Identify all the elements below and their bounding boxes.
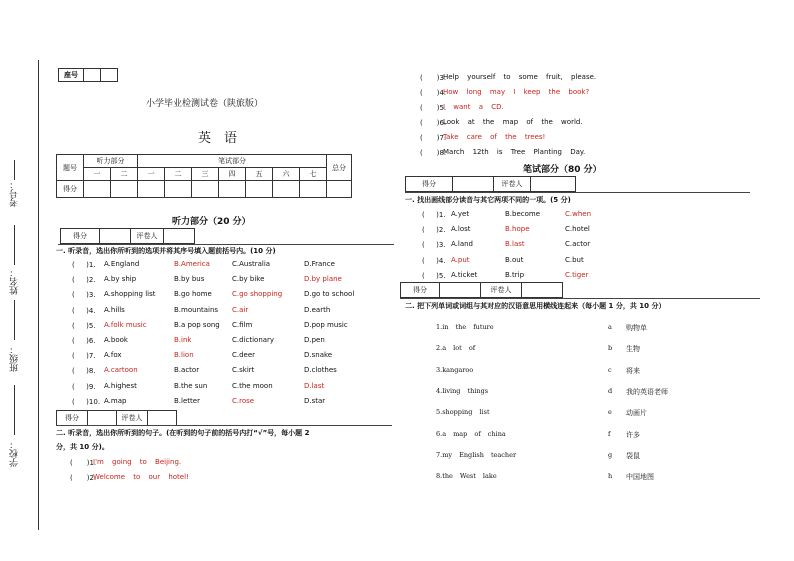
option-d: D.pop music <box>304 320 348 329</box>
name-field-label: 姓名： <box>10 268 20 295</box>
exam-no-blank <box>14 160 15 180</box>
option-c: C.Australia <box>232 260 271 268</box>
score-cell <box>273 181 300 198</box>
sec2-title-line1: 二. 听录音，选出你所听到的句子。(在听到的句子前的括号内打“√”号，每小题 2 <box>56 429 310 437</box>
english-term: 3.kangaroo <box>436 365 474 374</box>
score-col: 三 <box>192 168 219 181</box>
sentence: How long may I keep the book? <box>443 88 590 96</box>
chinese-meaning: 中国地图 <box>626 473 654 482</box>
sentence: I'm going to Beijing. <box>93 458 182 466</box>
option-c: C.dictionary <box>232 336 275 344</box>
score-col: 二 <box>165 168 192 181</box>
score-table <box>56 154 352 198</box>
listening-title: 听力部分（20 分） <box>172 217 251 227</box>
item-number: ( )2. <box>72 276 96 285</box>
grader-cell <box>88 411 117 426</box>
grader-defen: 得分 <box>406 177 453 192</box>
grader-cell <box>440 283 481 298</box>
option-d: D.clothes <box>304 366 337 375</box>
score-cell <box>138 181 165 198</box>
grader-defen: 得分 <box>401 283 440 298</box>
score-col: 四 <box>219 168 246 181</box>
sentence: March 12th is Tree Planting Day. <box>443 148 586 156</box>
grader-cell <box>100 229 131 244</box>
item-number: ( )4. <box>422 256 446 265</box>
option-a: A.fox <box>104 351 122 360</box>
sentence: I want a CD. <box>443 103 504 111</box>
score-cell <box>192 181 219 198</box>
score-col: 一 <box>84 168 111 181</box>
grader-pingjuan: 评卷人 <box>131 229 164 244</box>
option-b: B.lion <box>174 351 194 360</box>
option-d: D.go to school <box>304 290 355 299</box>
item-number: ( )3. <box>72 291 96 300</box>
english-term: 1.in the future <box>436 323 494 331</box>
option-b: B.become <box>505 210 541 218</box>
option-c: C.when <box>565 210 592 218</box>
item-number: ( )9. <box>72 382 96 391</box>
rule <box>400 298 760 299</box>
score-cell <box>219 181 246 198</box>
grader-cell <box>531 177 576 192</box>
score-table-listening: 听力部分 <box>84 155 138 168</box>
english-term: 7.my English teacher <box>436 450 517 459</box>
chinese-meaning: 动画片 <box>626 409 647 418</box>
chinese-meaning: 许多 <box>626 430 640 439</box>
option-c: C.hotel <box>565 225 590 234</box>
sec1-title: 一. 听录音，选出你所听到的选项并将其序号填入题前括号内。(10 分) <box>56 247 276 255</box>
option-c: C.but <box>565 255 584 264</box>
chinese-meaning: 我的英语老师 <box>626 387 668 396</box>
subject-title: 英 语 <box>198 131 238 146</box>
school-blank <box>14 385 15 435</box>
exam-title: 小学毕业检测试卷（陕旅版） <box>146 99 264 109</box>
sentence: Look at the map of the world. <box>443 118 583 126</box>
sentence: Welcome to our hotel! <box>93 473 189 481</box>
item-number: ( )5. <box>422 271 446 280</box>
item-number: ( )8. <box>72 367 96 376</box>
seat-number-box <box>58 68 118 82</box>
option-a: A.hills <box>104 305 125 314</box>
option-b: B.actor <box>174 366 200 375</box>
sec3-title: 一. 找出画线部分读音与其它两项不同的一项。(5 分) <box>405 196 571 204</box>
score-col: 二 <box>111 168 138 181</box>
item-number: ( )2. <box>422 226 446 235</box>
option-b: B.hope <box>505 225 530 234</box>
school-field-label: 学校： <box>10 440 20 467</box>
option-a: A.lost <box>451 225 471 234</box>
sentence: Take care of the trees! <box>443 133 546 141</box>
chinese-meaning: 将来 <box>626 366 640 375</box>
option-a: A.England <box>104 260 140 268</box>
seat-cell <box>84 69 101 82</box>
english-term: 8.the West lake <box>436 472 497 481</box>
chinese-meaning: 购物单 <box>626 324 647 332</box>
grader-defen: 得分 <box>57 411 88 426</box>
rule <box>58 244 394 245</box>
score-cell <box>111 181 138 198</box>
option-b: B.letter <box>174 396 200 405</box>
grader-cell <box>148 411 177 426</box>
option-b: B.ink <box>174 336 192 344</box>
grader-defen: 得分 <box>61 229 100 244</box>
option-c: C.go shopping <box>232 290 283 299</box>
sec4-title: 二. 把下列单词或词组与其对应的汉语意思用横线连起来（每小题 1 分，共 10 分） <box>405 302 666 310</box>
item-number: ( )1. <box>422 211 446 219</box>
option-a: A.ticket <box>451 270 478 279</box>
option-b: B.go home <box>174 290 212 299</box>
option-c: C.deer <box>232 351 256 360</box>
item-number: ( )6. <box>420 119 447 127</box>
match-letter: b <box>608 344 613 353</box>
grader-pingjuan: 评卷人 <box>117 411 148 426</box>
grader-pingjuan: 评卷人 <box>494 177 531 192</box>
grader-box-1 <box>60 228 195 244</box>
option-d: D.star <box>304 396 326 405</box>
match-letter: a <box>608 323 612 331</box>
option-c: C.tiger <box>565 270 589 279</box>
match-letter: d <box>608 386 613 395</box>
option-c: C.actor <box>565 240 591 249</box>
item-number: ( )1. <box>70 459 97 467</box>
option-a: A.put <box>451 255 470 264</box>
match-letter: h <box>608 472 613 481</box>
score-col: 一 <box>138 168 165 181</box>
option-d: D.by plane <box>304 275 342 284</box>
option-b: B.out <box>505 255 524 264</box>
item-number: ( )10. <box>72 397 101 406</box>
english-term: 6.a map of china <box>436 429 506 438</box>
item-number: ( )3. <box>420 74 447 82</box>
score-cell <box>84 181 111 198</box>
option-b: B.trip <box>505 270 525 279</box>
option-d: D.last <box>304 381 325 390</box>
item-number: ( )5. <box>72 321 96 330</box>
option-c: C.rose <box>232 396 255 405</box>
option-c: C.air <box>232 305 249 314</box>
name-blank <box>14 225 15 265</box>
seat-label: 座号 <box>59 69 84 82</box>
option-d: D.pen <box>304 336 325 344</box>
option-b: B.last <box>505 240 525 249</box>
item-number: ( )7. <box>420 134 447 142</box>
item-number: ( )8. <box>420 149 447 157</box>
option-b: B.by bus <box>174 275 205 284</box>
grader-cell <box>453 177 494 192</box>
exam-no-field-label: 考号： <box>10 180 20 207</box>
option-b: B.a pop song <box>174 320 220 329</box>
rule <box>405 192 750 193</box>
score-cell <box>246 181 273 198</box>
option-a: A.yet <box>451 210 470 218</box>
option-a: A.by ship <box>104 275 137 284</box>
option-a: A.cartoon <box>104 366 138 375</box>
option-a: A.folk music <box>104 320 147 329</box>
grader-cell <box>522 283 563 298</box>
score-table-written: 笔试部分 <box>138 155 327 168</box>
match-letter: c <box>608 365 612 374</box>
option-d: D.France <box>304 260 335 268</box>
match-letter: e <box>608 408 612 417</box>
option-b: B.America <box>174 260 210 268</box>
item-number: ( )1. <box>72 261 96 269</box>
item-number: ( )2. <box>70 474 97 482</box>
class-field-label: 班级： <box>10 345 20 372</box>
option-d: D.earth <box>304 305 331 314</box>
option-a: A.book <box>104 336 128 344</box>
sec2-title-line2: 分，共 10 分)。 <box>56 443 109 451</box>
score-cell <box>300 181 327 198</box>
rule <box>56 425 392 426</box>
score-cell <box>165 181 192 198</box>
class-blank <box>14 300 15 340</box>
grader-box-2 <box>56 410 177 426</box>
option-a: A.land <box>451 240 474 249</box>
option-d: D.snake <box>304 351 333 360</box>
english-term: 4.living things <box>436 386 489 395</box>
score-table-total: 总分 <box>327 155 352 181</box>
option-b: B.mountains <box>174 305 219 314</box>
seat-cell <box>101 69 118 82</box>
item-number: ( )4. <box>72 306 96 315</box>
grader-box-4 <box>400 282 563 298</box>
item-number: ( )3. <box>422 241 446 250</box>
grader-box-3 <box>405 176 576 192</box>
grader-pingjuan: 评卷人 <box>481 283 522 298</box>
score-table-tihao: 题号 <box>57 155 84 181</box>
score-cell <box>327 181 352 198</box>
match-letter: f <box>608 429 611 438</box>
item-number: ( )7. <box>72 352 96 361</box>
item-number: ( )6. <box>72 337 96 345</box>
option-a: A.highest <box>104 381 137 390</box>
option-c: C.the moon <box>232 381 273 390</box>
option-b: B.the sun <box>174 381 208 390</box>
chinese-meaning: 袋鼠 <box>626 451 640 460</box>
binding-line <box>38 60 39 530</box>
option-c: C.by bike <box>232 275 265 284</box>
score-col: 五 <box>246 168 273 181</box>
option-c: C.skirt <box>232 366 255 375</box>
english-term: 2.a lot of <box>436 344 476 353</box>
match-letter: g <box>608 450 613 459</box>
chinese-meaning: 生物 <box>626 345 640 354</box>
english-term: 5.shopping list <box>436 408 490 417</box>
option-a: A.map <box>104 396 127 405</box>
item-number: ( )5. <box>420 104 447 112</box>
item-number: ( )4. <box>420 89 447 97</box>
option-a: A.shopping list <box>104 290 156 299</box>
score-col: 七 <box>300 168 327 181</box>
sentence: Help yourself to some fruit, please. <box>443 73 597 81</box>
written-title: 笔试部分（80 分） <box>523 165 602 175</box>
grader-cell <box>164 229 195 244</box>
option-c: C.film <box>232 320 253 329</box>
score-row-label: 得分 <box>57 181 84 198</box>
score-col: 六 <box>273 168 300 181</box>
